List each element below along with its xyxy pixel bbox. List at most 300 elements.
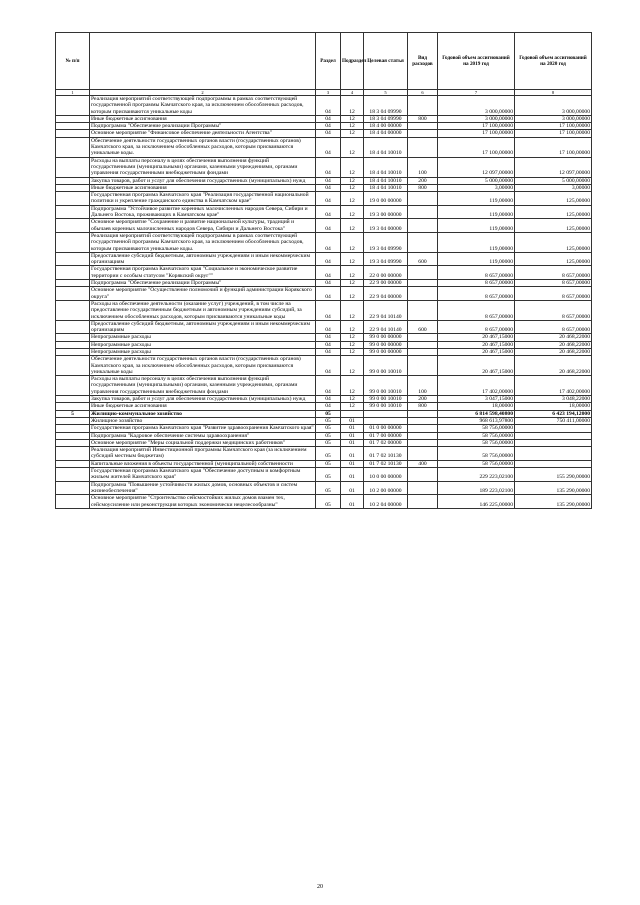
row-number-cell (56, 432, 90, 439)
row-2019-cell: 18,00000 (438, 403, 515, 410)
row-podrazdel-cell: 12 (341, 287, 364, 301)
row-target-cell: 18 3 04 09990 (364, 115, 408, 122)
row-podrazdel-cell: 01 (341, 468, 364, 482)
row-target-cell: 22 0 00 00000 (364, 266, 408, 280)
table-row (56, 184, 592, 191)
header-target: Целевая статья (364, 33, 408, 90)
row-name-cell: Непрограммные расходы (90, 334, 316, 341)
row-podrazdel-cell: 01 (341, 481, 364, 495)
row-expense-type-cell (408, 356, 438, 376)
row-name-cell: Жилищно-коммунальное хозяйство (90, 410, 316, 417)
row-podrazdel-cell: 12 (341, 334, 364, 341)
row-2019-cell: 20 467,15000 (438, 341, 515, 348)
row-podrazdel-cell: 01 (341, 447, 364, 461)
row-razdel-cell: 05 (316, 439, 341, 446)
row-2019-cell: 189 223,02100 (438, 481, 515, 495)
row-target-cell: 10 2 04 00000 (364, 495, 408, 509)
row-target-cell: 01 7 02 10130 (364, 460, 408, 467)
table-row (56, 348, 592, 355)
row-2020-cell: 8 657,00000 (515, 287, 592, 301)
row-name-cell: Основное мероприятие "Осуществление полномочий и функций администрации Корякского округа" (90, 287, 316, 301)
row-number-cell (56, 232, 90, 252)
row-2019-cell: 58 756,00000 (438, 439, 515, 446)
row-target-cell: 10 2 00 00000 (364, 481, 408, 495)
row-number-cell (56, 425, 90, 432)
table-row (56, 468, 592, 482)
row-name-cell: Государственная программа Камчатского края "Социальное и экономическое развитие территории с особым статусом "Корякский округ"" (90, 266, 316, 280)
header-num: № п/п (56, 33, 90, 90)
row-expense-type-cell (408, 334, 438, 341)
row-2019-cell: 3 000,00000 (438, 115, 515, 122)
budget-table (55, 32, 592, 509)
row-number-cell (56, 495, 90, 509)
table-row (56, 300, 592, 320)
row-target-cell: 18 4 00 00000 (364, 123, 408, 130)
row-2019-cell: 146 225,00000 (438, 495, 515, 509)
row-podrazdel-cell: 12 (341, 280, 364, 287)
row-number-cell (56, 334, 90, 341)
row-target-cell: 18 3 04 09990 (364, 96, 408, 116)
row-expense-type-cell: 800 (408, 115, 438, 122)
row-expense-type-cell: 600 (408, 252, 438, 266)
row-expense-type-cell (408, 410, 438, 417)
row-target-cell: 19 3 00 00000 (364, 205, 408, 219)
table-row (56, 425, 592, 432)
header-podrazdel: Подраздел (341, 33, 364, 90)
table-row (56, 481, 592, 495)
row-2020-cell: 18,00000 (515, 403, 592, 410)
row-number-cell (56, 157, 90, 177)
row-podrazdel-cell: 12 (341, 115, 364, 122)
row-expense-type-cell (408, 348, 438, 355)
row-podrazdel-cell: 01 (341, 425, 364, 432)
row-target-cell: 99 0 00 00000 (364, 348, 408, 355)
row-target-cell: 99 0 00 10010 (364, 403, 408, 410)
row-2020-cell: 3 000,00000 (515, 115, 592, 122)
row-2019-cell: 8 657,00000 (438, 287, 515, 301)
row-podrazdel-cell: 12 (341, 396, 364, 403)
row-expense-type-cell: 100 (408, 376, 438, 396)
row-2020-cell: 125,00000 (515, 192, 592, 206)
table-row (56, 432, 592, 439)
header-name (90, 33, 316, 90)
row-number-cell (56, 447, 90, 461)
row-2020-cell: 3 000,00000 (515, 96, 592, 116)
row-2019-cell: 3 047,15000 (438, 396, 515, 403)
row-number-cell (56, 439, 90, 446)
row-razdel-cell: 04 (316, 130, 341, 137)
row-razdel-cell: 04 (316, 403, 341, 410)
row-name-cell: Непрограммные расходы (90, 341, 316, 348)
table-row (56, 495, 592, 509)
row-expense-type-cell: 200 (408, 177, 438, 184)
row-podrazdel-cell: 12 (341, 376, 364, 396)
row-number-cell (56, 403, 90, 410)
row-podrazdel-cell: 12 (341, 192, 364, 206)
row-target-cell (364, 417, 408, 424)
header-row (56, 33, 592, 90)
table-row (56, 341, 592, 348)
row-razdel-cell: 05 (316, 460, 341, 467)
row-name-cell: Основное мероприятие "Финансовое обеспечение деятельности Агентства" (90, 130, 316, 137)
row-expense-type-cell (408, 439, 438, 446)
table-row (56, 157, 592, 177)
row-2019-cell: 229 223,02100 (438, 468, 515, 482)
row-name-cell: Основное мероприятие "Меры социальной поддержки медицинских работников" (90, 439, 316, 446)
row-number-cell (56, 468, 90, 482)
row-target-cell: 19 3 04 09990 (364, 252, 408, 266)
row-target-cell: 01 7 02 10130 (364, 447, 408, 461)
row-2020-cell (515, 439, 592, 446)
row-podrazdel-cell: 12 (341, 348, 364, 355)
row-expense-type-cell (408, 137, 438, 157)
row-podrazdel-cell: 12 (341, 232, 364, 252)
row-target-cell: 19 3 04 09990 (364, 232, 408, 252)
row-razdel-cell: 05 (316, 425, 341, 432)
row-name-cell: Предоставление субсидий бюджетным, автономным учреждениям и иным некоммерческим организациям (90, 320, 316, 334)
row-podrazdel-cell: 12 (341, 356, 364, 376)
row-target-cell: 19 0 00 00000 (364, 192, 408, 206)
row-2019-cell: 8 657,00000 (438, 320, 515, 334)
row-2020-cell: 8 657,00000 (515, 300, 592, 320)
row-podrazdel-cell: 12 (341, 320, 364, 334)
row-2020-cell: 125,00000 (515, 219, 592, 233)
row-target-cell: 01 7 02 00000 (364, 439, 408, 446)
table-row (56, 115, 592, 122)
row-name-cell: Капитальные вложения в объекты государственной (муниципальной) собственности (90, 460, 316, 467)
row-razdel-cell: 04 (316, 376, 341, 396)
row-name-cell: Подпрограмма "Кадровое обеспечение системы здравоохранения" (90, 432, 316, 439)
row-target-cell: 99 0 00 00000 (364, 334, 408, 341)
row-razdel-cell: 04 (316, 184, 341, 191)
table-row (56, 96, 592, 116)
row-2019-cell: 20 467,15000 (438, 348, 515, 355)
row-2019-cell: 968 613,97800 (438, 417, 515, 424)
table-row (56, 123, 592, 130)
row-target-cell: 10 0 00 00000 (364, 468, 408, 482)
table-row (56, 252, 592, 266)
column-number: 5 (364, 90, 408, 96)
table-row (56, 334, 592, 341)
row-name-cell: Предоставление субсидий бюджетным, автономным учреждениям и иным некоммерческим организациям (90, 252, 316, 266)
row-razdel-cell: 04 (316, 320, 341, 334)
row-target-cell: 22 9 04 10140 (364, 300, 408, 320)
header-razdel: Раздел (316, 33, 341, 90)
row-name-cell: Обеспечение деятельности государственных органов власти (государственных органов) Камчатского края, за исключением обособленных расходов, которым присваиваются уникальные коды. (90, 137, 316, 157)
row-target-cell: 19 3 04 00000 (364, 219, 408, 233)
table-row (56, 439, 592, 446)
row-expense-type-cell: 800 (408, 184, 438, 191)
table-row (56, 460, 592, 467)
column-number: 7 (438, 90, 515, 96)
row-name-cell: Обеспечение деятельности государственных органов власти (государственных органов) Камчатского края, за исключением обособленных расходов, которым присваиваются уникальные коды (90, 356, 316, 376)
row-target-cell: 22 9 00 00000 (364, 280, 408, 287)
row-name-cell: Подпрограмма "Устойчивое развитие коренных малочисленных народов Севера, Сибири и Дальнего Востока, проживающих в Камчатском крае" (90, 205, 316, 219)
row-name-cell: Подпрограмма "Повышение устойчивости жилых домов, основных объектов и систем жизнеобеспечения" (90, 481, 316, 495)
row-2020-cell: 20 468,22000 (515, 356, 592, 376)
row-2019-cell: 58 756,00000 (438, 425, 515, 432)
row-expense-type-cell (408, 96, 438, 116)
row-2019-cell: 12 097,00000 (438, 157, 515, 177)
row-2020-cell: 3 048,22000 (515, 396, 592, 403)
row-2020-cell: 5 000,00000 (515, 177, 592, 184)
row-2020-cell: 3,00000 (515, 184, 592, 191)
row-2020-cell: 125,00000 (515, 252, 592, 266)
row-podrazdel-cell: 12 (341, 219, 364, 233)
row-podrazdel-cell: 12 (341, 341, 364, 348)
row-razdel-cell: 04 (316, 280, 341, 287)
table-row (56, 192, 592, 206)
row-target-cell: 99 0 00 10010 (364, 356, 408, 376)
row-2019-cell: 119,00000 (438, 232, 515, 252)
row-number-cell (56, 219, 90, 233)
row-number-cell (56, 460, 90, 467)
row-2019-cell: 17 402,00000 (438, 376, 515, 396)
row-razdel-cell: 05 (316, 468, 341, 482)
row-2020-cell: 17 402,00000 (515, 376, 592, 396)
row-name-cell: Жилищное хозяйство (90, 417, 316, 424)
row-number-cell (56, 287, 90, 301)
row-expense-type-cell (408, 417, 438, 424)
row-expense-type-cell (408, 425, 438, 432)
row-2020-cell: 135 290,00000 (515, 495, 592, 509)
row-2020-cell: 8 657,00000 (515, 266, 592, 280)
row-podrazdel-cell: 12 (341, 137, 364, 157)
row-expense-type-cell: 200 (408, 396, 438, 403)
row-2019-cell: 119,00000 (438, 252, 515, 266)
row-2019-cell: 119,00000 (438, 192, 515, 206)
row-2020-cell (515, 425, 592, 432)
row-number-cell (56, 205, 90, 219)
table-row (56, 417, 592, 424)
table-row (56, 356, 592, 376)
row-expense-type-cell (408, 495, 438, 509)
row-expense-type-cell: 600 (408, 320, 438, 334)
row-razdel-cell: 04 (316, 205, 341, 219)
row-name-cell: Реализация мероприятий соответствующей подпрограммы в рамках соответствующей государственной программы Камчатского края, за исключением обособленных расходов, которым присваиваются уникальные коды (90, 96, 316, 116)
row-2020-cell (515, 447, 592, 461)
column-number: 8 (515, 90, 592, 96)
row-podrazdel-cell: 12 (341, 130, 364, 137)
row-name-cell: Иные бюджетные ассигнования (90, 403, 316, 410)
row-podrazdel-cell: 01 (341, 495, 364, 509)
row-podrazdel-cell: 12 (341, 96, 364, 116)
row-number-cell (56, 123, 90, 130)
row-number-cell (56, 341, 90, 348)
row-number-cell (56, 481, 90, 495)
table-row (56, 232, 592, 252)
row-2019-cell: 17 100,00000 (438, 123, 515, 130)
row-podrazdel-cell: 01 (341, 460, 364, 467)
row-podrazdel-cell: 01 (341, 432, 364, 439)
row-number-cell (56, 184, 90, 191)
row-number-cell (56, 192, 90, 206)
column-number: 2 (90, 90, 316, 96)
row-number-cell: 5 (56, 410, 90, 417)
header-2020: Годовой объем ассигнований на 2020 год (515, 33, 592, 90)
row-2020-cell: 750 411,00000 (515, 417, 592, 424)
row-name-cell: Иные бюджетные ассигнования (90, 184, 316, 191)
row-2020-cell: 17 100,00000 (515, 130, 592, 137)
row-razdel-cell: 05 (316, 432, 341, 439)
row-razdel-cell: 05 (316, 410, 341, 417)
row-podrazdel-cell: 12 (341, 123, 364, 130)
row-razdel-cell: 04 (316, 137, 341, 157)
row-name-cell: Непрограммные расходы (90, 348, 316, 355)
table-row (56, 396, 592, 403)
row-target-cell (364, 410, 408, 417)
row-name-cell: Закупка товаров, работ и услуг для обеспечения государственных (муниципальных) нужд (90, 177, 316, 184)
table-row (56, 137, 592, 157)
row-2020-cell: 135 290,00000 (515, 481, 592, 495)
row-2019-cell: 17 100,00000 (438, 137, 515, 157)
row-expense-type-cell (408, 300, 438, 320)
row-name-cell: Государственная программа Камчатского края "Развитие здравоохранения Камчатского края" (91, 425, 314, 432)
table-row (56, 447, 592, 461)
row-2020-cell: 17 100,00000 (515, 123, 592, 130)
row-target-cell: 99 0 00 10010 (364, 376, 408, 396)
row-number-cell (56, 320, 90, 334)
row-2019-cell: 58 756,00000 (438, 447, 515, 461)
table-body (56, 96, 592, 509)
row-name-cell: Иные бюджетные ассигнования (90, 115, 316, 122)
row-2020-cell: 125,00000 (515, 232, 592, 252)
row-number-cell (56, 115, 90, 122)
row-2019-cell: 8 657,00000 (438, 266, 515, 280)
header-2019: Годовой объем ассигнований на 2019 год (438, 33, 515, 90)
row-number-cell (56, 177, 90, 184)
row-number-cell (56, 300, 90, 320)
row-2019-cell: 8 657,00000 (438, 280, 515, 287)
row-expense-type-cell (408, 447, 438, 461)
row-razdel-cell: 04 (316, 192, 341, 206)
row-target-cell: 01 0 00 00000 (364, 425, 408, 432)
page-number: 20 (317, 884, 323, 890)
row-2020-cell: 20 468,22000 (515, 334, 592, 341)
row-podrazdel-cell: 01 (341, 439, 364, 446)
row-razdel-cell: 04 (316, 266, 341, 280)
row-expense-type-cell (408, 468, 438, 482)
row-expense-type-cell: 400 (408, 460, 438, 467)
header-expense-type: Вид расходов (408, 33, 438, 90)
row-target-cell: 18 4 04 10010 (364, 177, 408, 184)
row-name-cell: Подпрограмма "Обеспечение реализации Программы" (90, 280, 316, 287)
row-razdel-cell: 04 (316, 341, 341, 348)
row-expense-type-cell (408, 130, 438, 137)
row-2020-cell: 8 657,00000 (515, 320, 592, 334)
row-2020-cell (515, 460, 592, 467)
row-number-cell (56, 417, 90, 424)
row-razdel-cell: 04 (316, 348, 341, 355)
row-number-cell (56, 356, 90, 376)
row-2020-cell: 17 100,00000 (515, 137, 592, 157)
row-razdel-cell: 05 (316, 481, 341, 495)
row-razdel-cell: 04 (316, 177, 341, 184)
row-2019-cell: 17 100,00000 (438, 130, 515, 137)
row-2020-cell: 8 657,00000 (515, 280, 592, 287)
table-row (56, 130, 592, 137)
row-razdel-cell: 04 (316, 232, 341, 252)
row-razdel-cell: 04 (316, 287, 341, 301)
column-number: 1 (56, 90, 90, 96)
row-2020-cell: 20 468,22000 (515, 348, 592, 355)
row-2020-cell: 6 423 194,12000 (515, 410, 592, 417)
row-razdel-cell: 04 (316, 123, 341, 130)
row-name-cell: Расходы на выплаты персоналу в целях обеспечения выполнения функций государственными (муниципальными) органами, казенными учреждениями, органами управления государственными внебюджетными фондами (90, 157, 316, 177)
table-row (56, 403, 592, 410)
row-number-cell (56, 266, 90, 280)
row-target-cell: 99 0 00 00000 (364, 341, 408, 348)
table-row (56, 219, 592, 233)
row-target-cell: 18 4 04 10010 (364, 157, 408, 177)
row-podrazdel-cell: 12 (341, 252, 364, 266)
row-name-cell: Реализация мероприятий соответствующей подпрограммы в рамках соответствующей государственной программы Камчатского края, за исключением обособленных расходов, которым присваиваются уникальные коды. (90, 232, 316, 252)
row-name-cell: Реализация мероприятий Инвестиционной программы Камчатского края (за исключением субсидий местным бюджетам) (90, 447, 316, 461)
row-podrazdel-cell: 12 (341, 205, 364, 219)
table-row (56, 410, 592, 417)
row-number-cell (56, 252, 90, 266)
row-podrazdel-cell: 12 (341, 403, 364, 410)
row-razdel-cell: 04 (316, 396, 341, 403)
row-razdel-cell: 05 (316, 447, 341, 461)
table-row (56, 266, 592, 280)
row-name-cell: Расходы на выплаты персоналу в целях обеспечения выполнения функций государственными (муниципальными) органами, казенными учреждениями, органами управления государственными внебюджетными фондами (90, 376, 316, 396)
row-razdel-cell: 05 (316, 417, 341, 424)
row-expense-type-cell: 100 (408, 157, 438, 177)
row-podrazdel-cell: 12 (341, 177, 364, 184)
column-number: 4 (341, 90, 364, 96)
row-name-cell: Закупка товаров, работ и услуг для обеспечения государственных (муниципальных) нужд (90, 396, 316, 403)
table-row (56, 376, 592, 396)
row-expense-type-cell (408, 219, 438, 233)
row-expense-type-cell (408, 280, 438, 287)
row-podrazdel-cell: 12 (341, 184, 364, 191)
row-podrazdel-cell: 12 (341, 157, 364, 177)
row-2020-cell: 20 468,22000 (515, 341, 592, 348)
row-2019-cell: 3 000,00000 (438, 96, 515, 116)
row-number-cell (56, 130, 90, 137)
row-2019-cell: 8 657,00000 (438, 300, 515, 320)
table-row (56, 177, 592, 184)
row-2019-cell: 6 814 598,40800 (438, 410, 515, 417)
row-target-cell: 18 4 04 00000 (364, 130, 408, 137)
column-number: 6 (408, 90, 438, 96)
row-number-cell (56, 348, 90, 355)
row-podrazdel-cell: 12 (341, 266, 364, 280)
table-row (56, 205, 592, 219)
row-razdel-cell: 04 (316, 157, 341, 177)
row-number-cell (56, 376, 90, 396)
table-row (56, 280, 592, 287)
row-2020-cell: 125,00000 (515, 205, 592, 219)
row-number-cell (56, 396, 90, 403)
row-name-cell: Государственная программа Камчатского края "Обеспечение доступным и комфортным жильем жителей Камчатского края" (90, 468, 316, 482)
row-target-cell: 99 0 00 10010 (364, 396, 408, 403)
row-razdel-cell: 04 (316, 334, 341, 341)
row-expense-type-cell (408, 205, 438, 219)
row-razdel-cell: 04 (316, 219, 341, 233)
row-2019-cell: 3,00000 (438, 184, 515, 191)
row-2020-cell: 12 097,00000 (515, 157, 592, 177)
row-expense-type-cell (408, 341, 438, 348)
column-number: 3 (316, 90, 341, 96)
row-name-cell: Основное мероприятие "Строительство сейсмостойких жилых домов взамен тех, сейсмоусиление или реконструкция которых экономически нецелесообразны" (90, 495, 316, 509)
row-expense-type-cell (408, 287, 438, 301)
row-expense-type-cell (408, 481, 438, 495)
row-razdel-cell: 04 (316, 356, 341, 376)
row-2019-cell: 5 000,00000 (438, 177, 515, 184)
row-razdel-cell: 05 (316, 495, 341, 509)
